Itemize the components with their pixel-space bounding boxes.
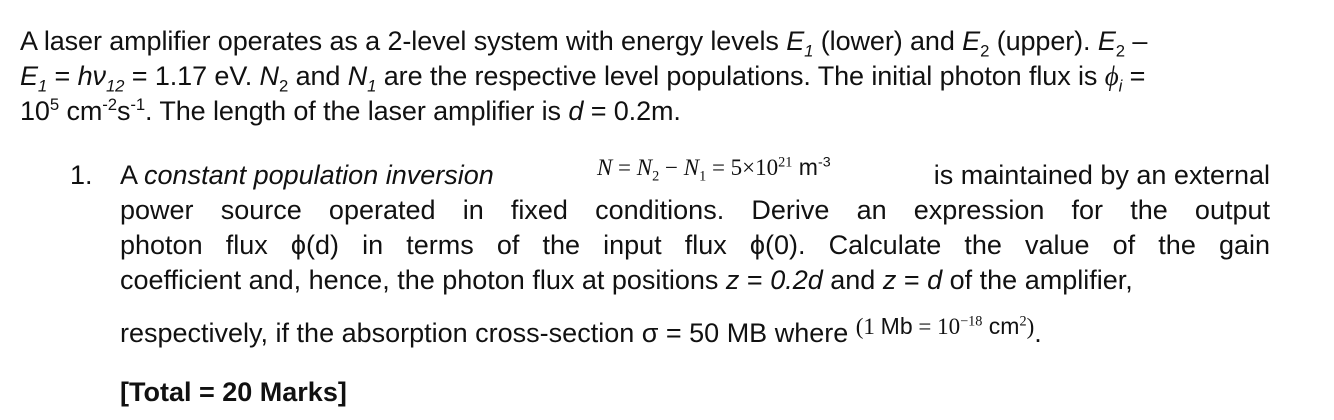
emphasis-text: constant population inversion <box>144 160 494 190</box>
symbol-phi: ϕ <box>1104 61 1119 91</box>
intro-text: cm <box>59 96 103 126</box>
intro-text: (lower) and <box>813 26 963 56</box>
symbol-N2: N <box>636 155 653 180</box>
intro-line-2 <box>20 59 1320 94</box>
equation-part: (1 <box>855 314 881 339</box>
subscript: 12 <box>105 76 125 96</box>
superscript: -2 <box>102 95 117 114</box>
equation-part: ) <box>1026 314 1035 339</box>
symbol-E1: E <box>786 26 805 56</box>
question-line-4 <box>120 263 1270 298</box>
question-line-2: power source operated in fixed conditions. Derive an expression for the output <box>120 195 1270 225</box>
intro-text: A laser amplifier operates as a 2-level system with energy levels <box>20 26 787 56</box>
symbol-E2: E <box>962 26 981 56</box>
symbol-N1: N <box>347 61 368 91</box>
superscript: 5 <box>49 95 60 114</box>
intro-text: – <box>1124 26 1148 56</box>
intro-text: and <box>288 61 348 91</box>
question-text-part: and <box>822 265 883 295</box>
superscript: −18 <box>960 313 983 330</box>
intro-text: s <box>116 96 131 126</box>
question-text-part: A <box>120 160 145 190</box>
symbol-d: d <box>568 96 584 126</box>
symbol-E2: E <box>1097 26 1116 56</box>
subscript: 2 <box>1115 41 1125 61</box>
question-text-part: = <box>896 265 928 295</box>
symbol-N: N <box>596 155 613 180</box>
symbol-z: z <box>882 265 897 295</box>
position-value: d <box>927 265 943 295</box>
question-line-5 <box>120 313 1270 352</box>
intro-text: = <box>1122 61 1146 91</box>
subscript: i <box>1118 76 1123 96</box>
intro-line-1 <box>20 24 1320 59</box>
superscript: -1 <box>130 95 146 114</box>
unit: m <box>792 154 818 180</box>
symbol-N2: N <box>259 61 279 91</box>
question-text-part: . <box>1034 318 1042 348</box>
intro-line-3 <box>20 94 1320 129</box>
equation-part: − <box>659 155 684 180</box>
question-text <box>120 158 494 193</box>
intro-text: are the respective level populations. The initial photon flux is <box>376 61 1105 91</box>
equation-part: = 10 <box>912 314 961 339</box>
question-line-1 <box>120 154 1270 193</box>
unit: cm <box>982 313 1020 339</box>
subscript: 2 <box>278 76 289 96</box>
question-text-part: coefficient and, hence, the photon flux at positions <box>120 265 726 295</box>
question-text-part: of the amplifier, <box>942 265 1133 295</box>
superscript: 21 <box>778 154 793 171</box>
subscript: 1 <box>804 41 814 61</box>
position-value: 0.2d <box>770 265 823 295</box>
equation-part: = <box>612 155 637 180</box>
superscript: -3 <box>817 154 831 171</box>
unit: Mb <box>880 313 913 339</box>
problem-intro <box>20 24 1320 129</box>
megabarn-equation <box>856 314 1035 339</box>
intro-text: = 1.17 eV. <box>124 61 260 91</box>
subscript: 2 <box>652 168 660 185</box>
question-number: 1. <box>70 160 93 190</box>
intro-text: . The length of the laser amplifier is <box>145 96 569 126</box>
symbol-h-nu: hν <box>77 61 106 91</box>
subscript: 2 <box>980 41 990 61</box>
subscript: 1 <box>367 76 377 96</box>
superscript: 2 <box>1019 313 1027 330</box>
inversion-equation <box>597 150 831 185</box>
intro-text: = <box>47 61 78 91</box>
equation-part: = 5×10 <box>706 155 779 180</box>
symbol-N1: N <box>683 155 700 180</box>
question-line-3: photon flux ϕ(d) in terms of the input flux ϕ(0). Calculate the value of the gain <box>120 230 1270 260</box>
total-marks: [Total = 20 Marks] <box>120 377 347 407</box>
question-text-part: respectively, if the absorption cross-section σ = 50 MB where <box>120 318 856 348</box>
subscript: 1 <box>37 76 48 96</box>
question-text: is maintained by an external <box>933 160 1270 190</box>
intro-text: 10 <box>20 96 50 126</box>
intro-text: = 0.2m. <box>583 96 681 126</box>
question-text-part: = <box>739 265 771 295</box>
question-body <box>120 154 1270 352</box>
symbol-z: z <box>725 265 740 295</box>
symbol-E1: E <box>20 61 38 91</box>
intro-text: (upper). <box>989 26 1098 56</box>
subscript: 1 <box>699 168 707 185</box>
